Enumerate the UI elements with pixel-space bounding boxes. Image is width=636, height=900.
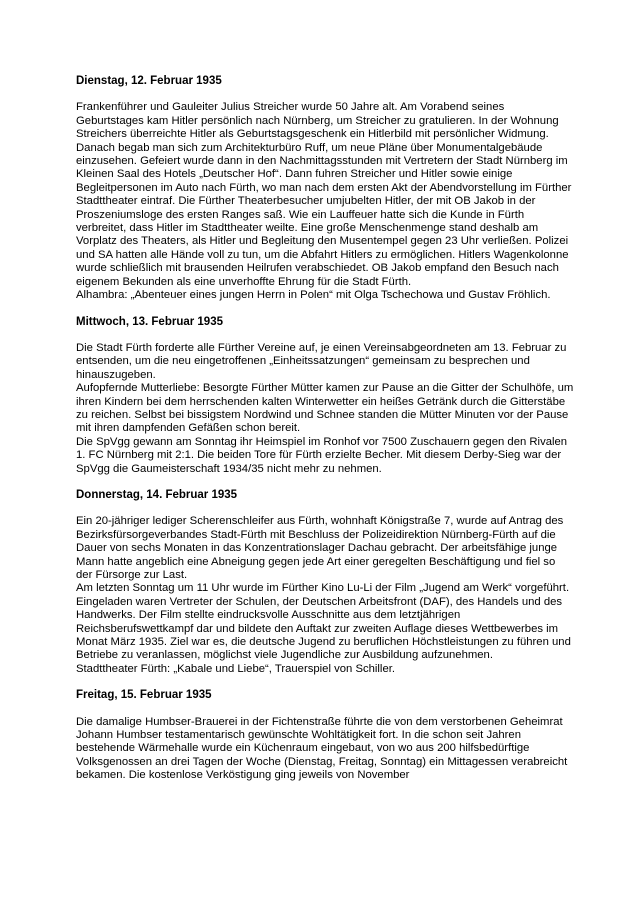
day-heading: Freitag, 15. Februar 1935 [76,689,212,702]
day-heading: Mittwoch, 13. Februar 1935 [76,315,223,328]
paragraph: Ein 20-jähriger lediger Scherenschleifer aus Fürth, wohnhaft Königstraße 7, wurde auf Antrag des Bezirksfürsorgeverbandes Stadt-Fürth mit Beschluss der Polizeidirektion Nürnberg-Fürth auf die Dauer von sechs Monaten in das Konzentrationslager Dachau gebracht. Der arbeitsfähige junge Mann hatte angeblich eine Abneigung gegen jede Art einer geregelten Beschäftigung und fiel so der Fürsorge zur Last. [76,515,564,581]
paragraph: Die Stadt Fürth forderte alle Fürther Vereine auf, je einen Vereinsabgeordneten am 13. Februar zu entsenden, um die neu eingetroffenen „Einheitssatzungen“ gemeinsam zu besprechen und hinauszugeben. [76,341,567,381]
day-section-mittwoch [76,316,574,476]
paragraph: Frankenführer und Gauleiter Julius Streicher wurde 50 Jahre alt. Am Vorabend seines Geburtstages kam Hitler persönlich nach Nürnberg, um Streicher zu gratulieren. In der Wohnung Streichers überreichte Hitler als Geburtstagsgeschenk ein Hitlerbild mit persönlicher Widmung. Danach begab man sich zum Architekturbüro Ruff, um neue Pläne über Monumentalgebäude einzusehen. Gefeiert wurde dann in den Nachmittagsstunden mit Vertretern der Stadt Nürnberg im Kleinen Saal des Hotels „Deutscher Hof“. Dann fuhren Streicher und Hitler sowie einige Begleitpersonen im Auto nach Fürth, wo man nach dem ersten Akt der Abendvorstellung im Fürther Stadttheater eintraf. Die Fürther Theaterbesucher umjubelten Hitler, der mit OB Jakob in der Proszeniumsloge des ersten Ranges saß. Wie ein Lauffeuer hatte sich die Kunde in Fürth verbreitet, dass Hitler im Stadttheater weilte. Eine große Menschenmenge stand deshalb am Vorplatz des Theaters, als Hitler und Begleitung den Musentempel gegen 23 Uhr verließen. Polizei und SA hatten alle Hände voll zu tun, um die Abfahrt Hitlers zu ermöglichen. Hitlers Wagenkolonne wurde schließlich mit brausenden Heilrufen verabschiedet. OB Jakob empfand den Besuch nach eigenem Bekunden als eine unverhoffte Ehrung für die Stadt Fürth. [76,101,572,288]
day-section-dienstag [76,75,574,303]
day-section-donnerstag [76,489,574,676]
paragraph: Stadttheater Fürth: „Kabale und Liebe“, Trauerspiel von Schiller. [76,662,396,675]
paragraph: Am letzten Sonntag um 11 Uhr wurde im Fürther Kino Lu-Li der Film „Jugend am Werk“ vorgeführt. Eingeladen waren Vertreter der Schulen, der Deutschen Arbeitsfront (DAF), des Handels und des Handwerks. Der Film stellte eindrucksvolle Ausschnitte aus dem letztjährigen Reichsberufswettkampf dar und bildete den Auftakt zur zweiten Auflage dieses Wettbewerbes im Monat März 1935. Ziel war es, die deutsche Jugend zu beruflichen Höchstleistungen zu führen und Betriebe zu veranlassen, möglichst viele Jugendliche zur Ausbildung aufzunehmen. [76,582,571,662]
paragraph: Die SpVgg gewann am Sonntag ihr Heimspiel im Ronhof vor 7500 Zuschauern gegen den Rivalen 1. FC Nürnberg mit 2:1. Die beiden Tore für Fürth erzielte Becher. Mit diesem Derby-Sieg war der SpVgg die Gaumeisterschaft 1934/35 nicht mehr zu nehmen. [76,435,568,475]
day-section-freitag [76,689,574,782]
paragraph: Aufopfernde Mutterliebe: Besorgte Fürther Mütter kamen zur Pause an die Gitter der Schulhöfe, um ihren Kindern bei dem herrschenden kalten Winterwetter ein heißes Getränk durch die Gitterstäbe zu reichen. Selbst bei bissigstem Nordwind und Schnee standen die Mütter Minuten vor der Pause mit ihren dampfenden Gefäßen schon bereit. [76,382,574,435]
day-heading: Donnerstag, 14. Februar 1935 [76,488,238,501]
paragraph: Alhambra: „Abenteuer eines jungen Herrn in Polen“ mit Olga Tschechowa und Gustav Fröhlich. [76,289,551,302]
paragraph: Die damalige Humbser-Brauerei in der Fichtenstraße führte die von dem verstorbenen Geheimrat Johann Humbser testamentarisch gewünschte Wohltätigkeit fort. In die schon seit Jahren bestehende Wärmehalle wurde ein Küchenraum eingebaut, von wo aus 200 hilfsbedürftige Volksgenossen an drei Tagen der Woche (Dienstag, Freitag, Sonntag) ein Mittagessen verabreicht bekamen. Die kostenlose Verköstigung ging jeweils von November [76,715,568,782]
day-heading: Dienstag, 12. Februar 1935 [76,75,222,87]
